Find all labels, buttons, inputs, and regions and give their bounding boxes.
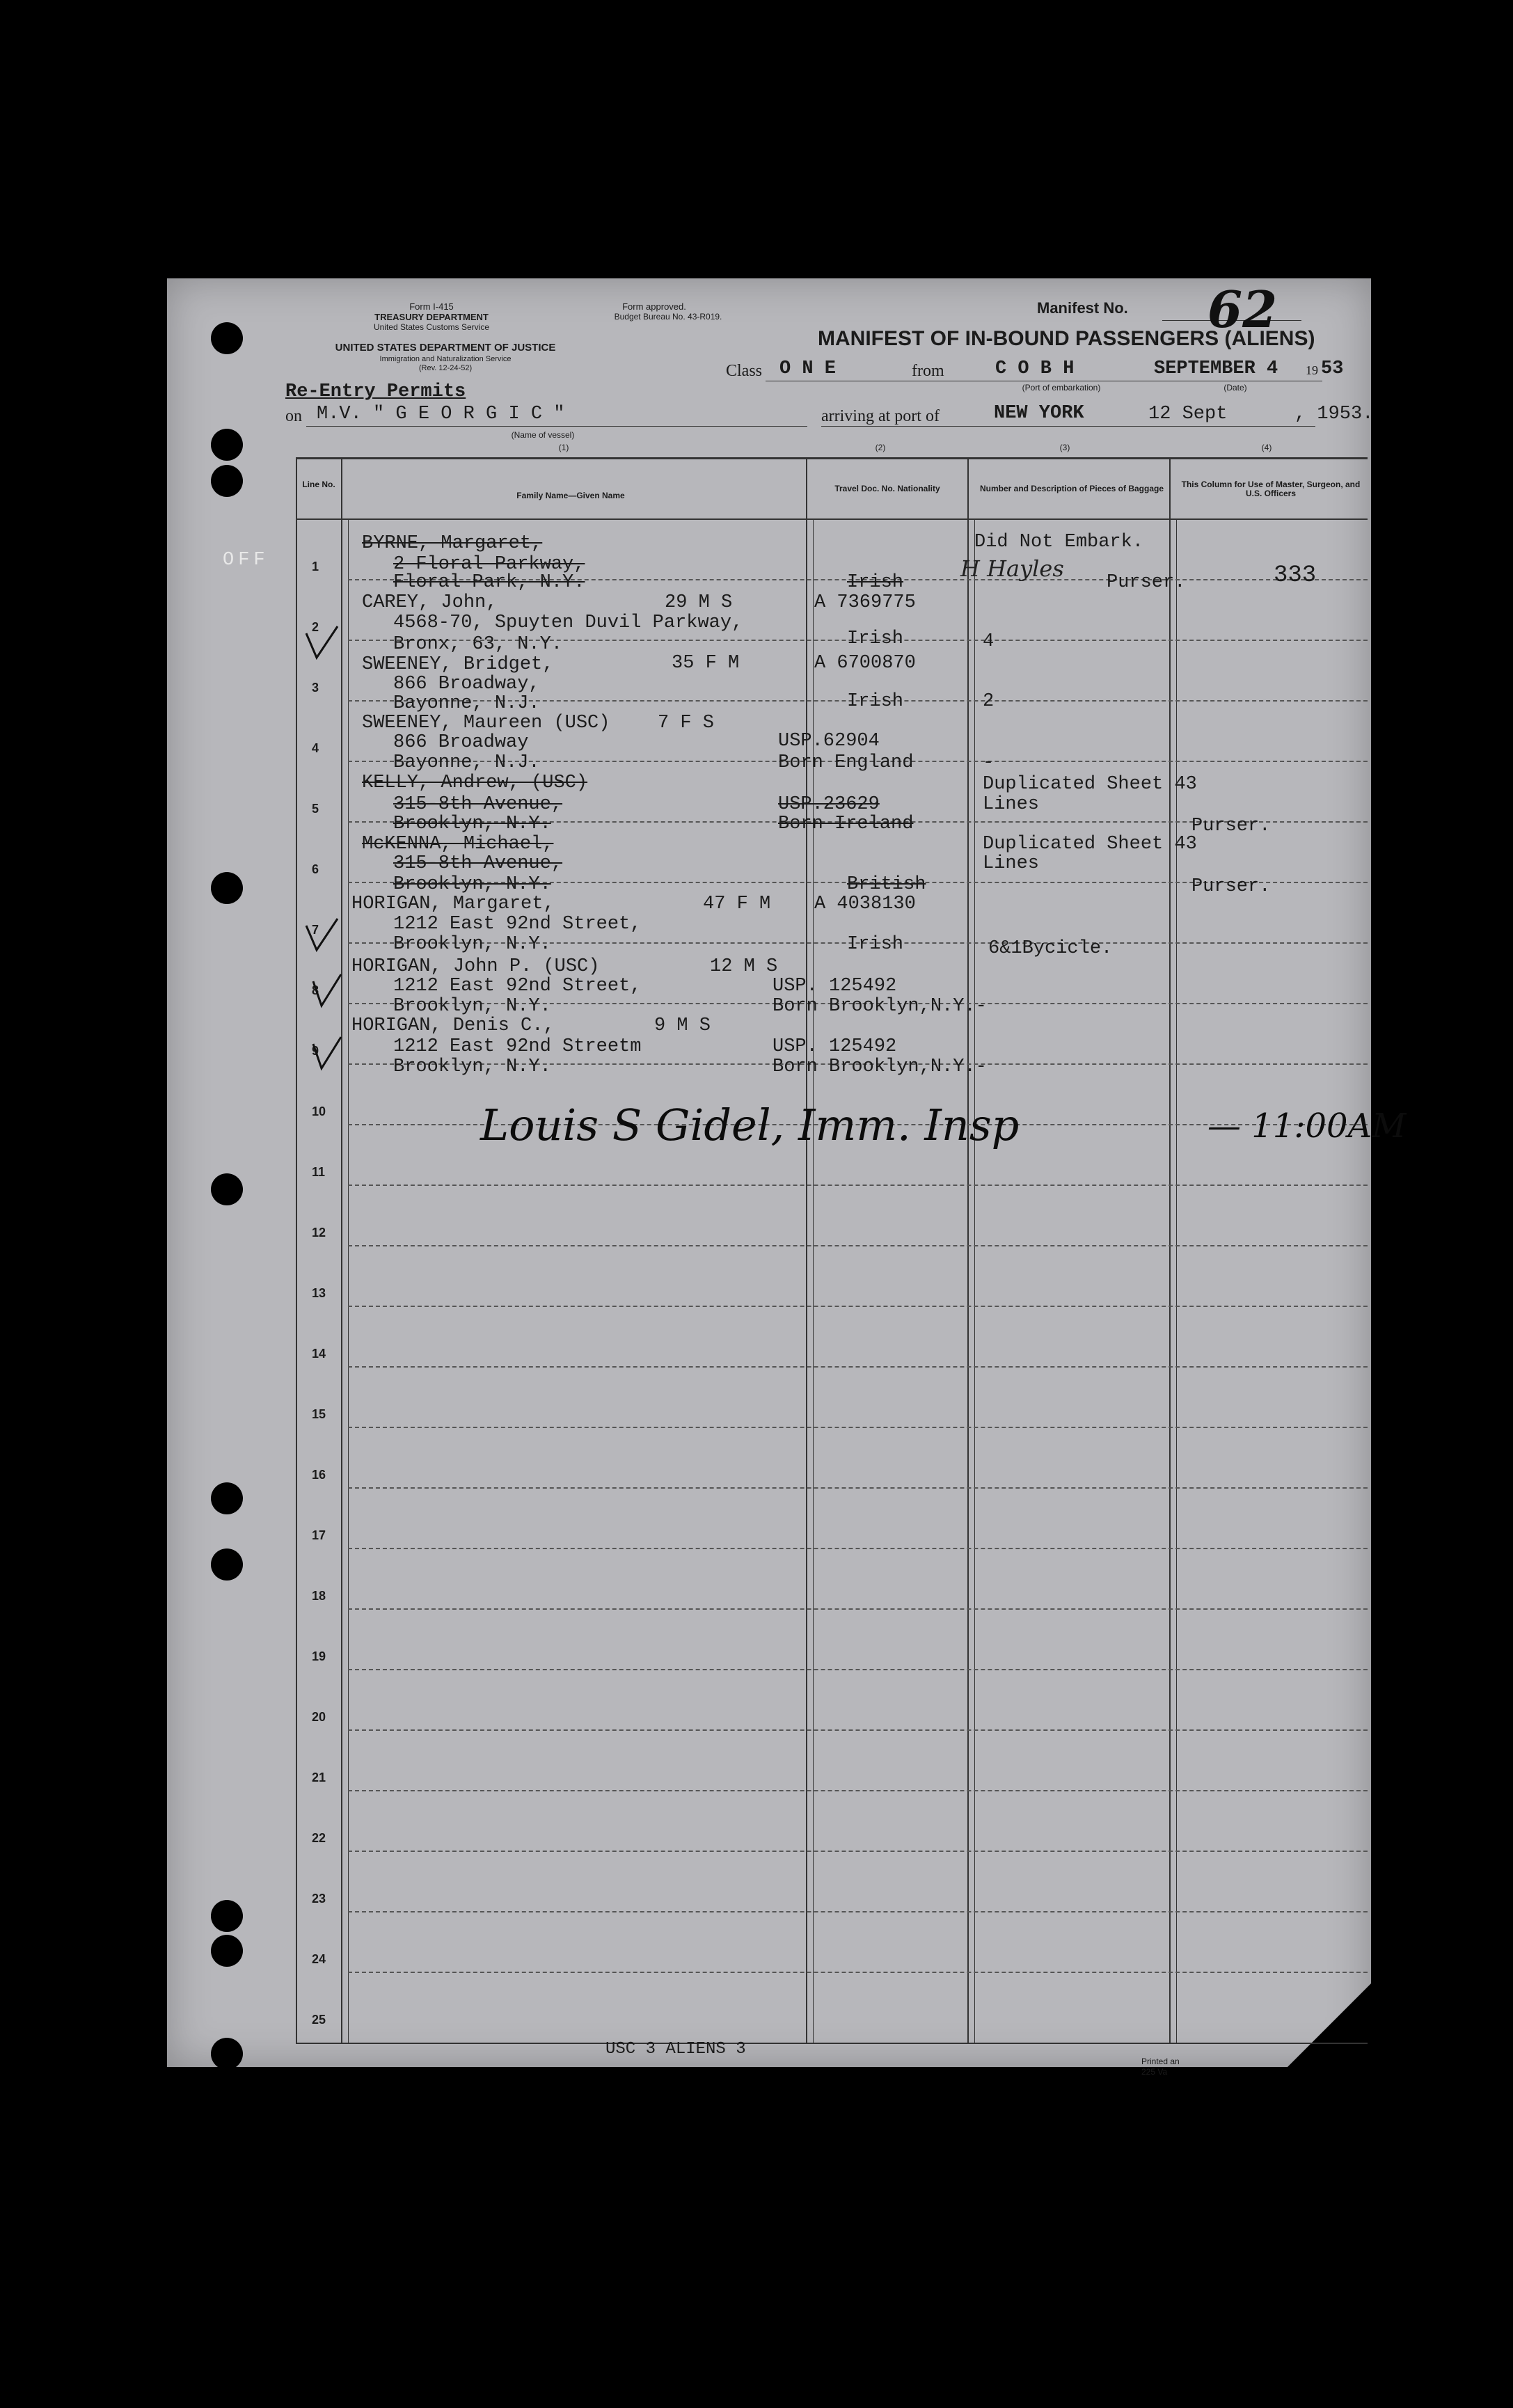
check-mark — [313, 1037, 341, 1068]
entry-purser: Purser. — [1107, 572, 1186, 593]
entry-city: Floral Park, N.Y. — [393, 572, 585, 593]
entry-baggage-note: Did Not Embark. — [974, 532, 1144, 553]
entry-nationality: Born England — [778, 752, 914, 773]
justice-dept: UNITED STATES DEPARTMENT OF JUSTICE — [335, 342, 556, 354]
arrival-year: , 1953. — [1294, 404, 1374, 425]
entry-age-sex: 35 F M — [672, 653, 740, 674]
entry-baggage: - — [983, 752, 995, 773]
line-number: 20 — [312, 1710, 326, 1724]
entry-nationality: Irish — [847, 691, 904, 712]
printer-note: Printed an — [1141, 2057, 1180, 2066]
ins: Immigration and Naturalization Service — [379, 355, 512, 363]
line-number: 9 — [312, 1044, 319, 1058]
vessel-underline — [306, 426, 807, 427]
line-number: 24 — [312, 1952, 326, 1966]
line-number: 18 — [312, 1589, 326, 1603]
budget-bureau: Budget Bureau No. 43-R019. — [614, 312, 722, 322]
from-port: C O B H — [995, 358, 1075, 379]
punch-hole — [211, 1548, 243, 1581]
date-caption: (Date) — [1223, 383, 1247, 393]
table-top-rule — [296, 457, 1368, 459]
entry-nationality: British — [847, 874, 926, 895]
line-number: 6 — [312, 862, 319, 876]
row-rule — [348, 1729, 1368, 1731]
row-rule — [348, 1306, 1368, 1307]
line-number: 13 — [312, 1286, 326, 1300]
year-prefix: 19 — [1306, 363, 1318, 377]
line-number: 12 — [312, 1226, 326, 1239]
entry-city: Brooklyn, N.Y. — [393, 814, 551, 834]
col-baggage: Number and Description of Pieces of Baggage — [979, 484, 1164, 493]
col-divider — [967, 457, 969, 2044]
entry-travel-doc: A 7369775 — [814, 592, 916, 613]
form-approved: Form approved. — [622, 301, 686, 312]
check-mark — [306, 919, 338, 950]
line-number: 2 — [312, 620, 319, 634]
line-number: 5 — [312, 802, 319, 816]
col-officers: This Column for Use of Master, Surgeon, and U.S. Officers — [1181, 480, 1361, 498]
row-rule — [348, 1911, 1368, 1912]
entry-age-sex: 12 M S — [710, 956, 778, 977]
entry-nationality: Born Brooklyn,N.Y.- — [773, 1056, 987, 1077]
check-marks — [299, 619, 355, 1107]
margin-note: OFF — [223, 550, 269, 571]
row-rule — [348, 1851, 1368, 1852]
entry-name: McKENNA, Michael, — [362, 834, 554, 855]
entry-travel-doc: USP. 125492 — [773, 1036, 897, 1057]
entry-name: KELLY, Andrew, (USC) — [362, 773, 588, 793]
line-number: 17 — [312, 1528, 326, 1542]
line-number: 19 — [312, 1649, 326, 1663]
col-num-1: (1) — [558, 443, 569, 452]
manifest-title: MANIFEST OF IN-BOUND PASSENGERS (ALIENS) — [818, 327, 1315, 350]
entry-name: SWEENEY, Maureen (USC) — [362, 713, 610, 734]
entry-name: SWEENEY, Bridget, — [362, 654, 554, 675]
row-rule — [348, 1366, 1368, 1368]
line-number: 16 — [312, 1468, 326, 1482]
purser-initials: H Hayles — [960, 555, 1064, 582]
arrival-underline — [821, 426, 1315, 427]
col-num-4: (4) — [1261, 443, 1272, 452]
entry-nationality: Irish — [847, 572, 904, 593]
vessel-name: M.V. " G E O R G I C " — [317, 404, 565, 425]
departure-year: 53 — [1321, 358, 1344, 379]
class-label: Class — [726, 362, 763, 380]
entry-baggage-note: Lines — [983, 794, 1040, 815]
punch-hole — [211, 322, 243, 354]
entry-baggage: 2 — [983, 691, 995, 712]
punch-hole — [211, 1900, 243, 1932]
line-number: 14 — [312, 1347, 326, 1361]
entry-travel-doc: USP. 125492 — [773, 976, 897, 997]
line-number: 4 — [312, 741, 319, 755]
entry-age-sex: 29 M S — [665, 592, 733, 613]
signature-time: — 11:00AM — [1207, 1107, 1407, 1146]
entry-address: 866 Broadway, — [393, 674, 540, 695]
from-label: from — [912, 362, 944, 380]
departure-date: SEPTEMBER 4 — [1154, 358, 1278, 379]
treasury-dept: TREASURY DEPARTMENT — [374, 312, 489, 322]
entry-age-sex: 7 F S — [658, 713, 715, 734]
col-divider — [1176, 518, 1177, 2044]
entry-address: 4568-70, Spuyten Duvil Parkway, — [393, 612, 743, 633]
line-number: 23 — [312, 1892, 326, 1906]
inspector-signature: Louis S Gidel, Imm. Insp — [480, 1100, 1020, 1150]
row-rule — [348, 1427, 1368, 1428]
punch-hole — [211, 872, 243, 904]
form-number: Form I-415 — [409, 301, 454, 312]
entry-name: CAREY, John, — [362, 592, 498, 613]
entry-travel-doc: A 6700870 — [814, 653, 916, 674]
entry-baggage: 6&1Bycicle. — [988, 938, 1113, 959]
punch-hole — [211, 1935, 243, 1967]
entry-address: 866 Broadway — [393, 732, 529, 753]
line-number: 21 — [312, 1771, 326, 1784]
entry-baggage: 4 — [983, 631, 995, 652]
footer-summary: USC 3 ALIENS 3 — [605, 2040, 746, 2059]
entry-name: HORIGAN, John P. (USC) — [351, 956, 600, 977]
entry-age-sex: 9 M S — [654, 1015, 711, 1036]
arrival-date: 12 Sept — [1148, 404, 1228, 425]
entry-baggage-note: Duplicated Sheet 43 — [983, 774, 1197, 795]
punch-hole — [211, 1482, 243, 1514]
entry-nationality: Irish — [847, 628, 904, 649]
port-caption: (Port of embarkation) — [1022, 383, 1101, 393]
punch-hole — [211, 2038, 243, 2070]
entry-name: BYRNE, Margaret, — [362, 533, 543, 554]
permit-title: Re-Entry Permits — [285, 381, 466, 402]
printer-note-2: 225 Va — [1141, 2067, 1168, 2077]
row-rule — [348, 1608, 1368, 1610]
class-value: O N E — [779, 358, 837, 379]
entry-purser: Purser. — [1191, 816, 1271, 837]
entry-city: Brooklyn, N.Y. — [393, 874, 551, 895]
entry-city: Brooklyn, N.Y. — [393, 934, 551, 955]
col-divider — [974, 518, 975, 2044]
punch-hole — [211, 429, 243, 461]
arriving-label: arriving at port of — [821, 407, 940, 425]
entry-city: Brooklyn, N.Y. — [393, 996, 551, 1017]
entry-baggage-note: Duplicated Sheet 43 — [983, 834, 1197, 855]
row-rule — [348, 1972, 1368, 1973]
entry-city: Brooklyn, N.Y. — [393, 1056, 551, 1077]
entry-address: 1212 East 92nd Street, — [393, 976, 642, 997]
customs-service: United States Customs Service — [373, 322, 490, 332]
arrival-port: NEW YORK — [994, 403, 1084, 424]
col-divider — [806, 457, 807, 2044]
entry-officer-number: 333 — [1274, 562, 1317, 589]
line-number: 3 — [312, 681, 319, 695]
line-number: 25 — [312, 2013, 326, 2027]
entry-address: 2 Floral Parkway, — [393, 554, 585, 575]
col-name: Family Name—Given Name — [516, 491, 625, 500]
entry-city: Bayonne, N.J. — [393, 752, 540, 773]
entry-address: 1212 East 92nd Street, — [393, 914, 642, 935]
entry-baggage-note: Lines — [983, 853, 1040, 874]
line-number: 7 — [312, 923, 319, 937]
entry-nationality: Born Brooklyn,N.Y.- — [773, 996, 987, 1017]
line-number: 22 — [312, 1831, 326, 1845]
line-number: 15 — [312, 1407, 326, 1421]
entry-age-sex: 47 F M — [703, 894, 771, 914]
entry-address: 1212 East 92nd Streetm — [393, 1036, 642, 1057]
entry-city: Bronx, 63, N.Y. — [393, 634, 563, 655]
row-rule — [348, 1185, 1368, 1186]
entry-address: 315-8th Avenue, — [393, 853, 563, 874]
entry-travel-doc: A 4038130 — [814, 894, 916, 914]
check-mark — [313, 974, 341, 1006]
col-travel: Travel Doc. No. Nationality — [834, 484, 940, 493]
entry-city: Bayonne, N.J. — [393, 693, 540, 714]
row-rule — [348, 1669, 1368, 1670]
row-rule — [348, 1790, 1368, 1791]
manifest-no-label: Manifest No. — [1037, 299, 1128, 317]
check-mark — [306, 626, 338, 658]
manifest-number-value: 62 — [1207, 280, 1278, 339]
entry-nationality: Irish — [847, 934, 904, 955]
col-num-2: (2) — [875, 443, 886, 452]
entry-travel-doc: USP.62904 — [778, 731, 880, 752]
line-number: 11 — [312, 1165, 326, 1179]
entry-purser: Purser. — [1191, 876, 1271, 897]
entry-name: HORIGAN, Denis C., — [351, 1015, 555, 1036]
table-bottom-rule — [296, 2043, 1368, 2044]
entry-travel-doc: USP.23629 — [778, 794, 880, 815]
vessel-caption: (Name of vessel) — [511, 430, 575, 440]
form-rev: (Rev. 12-24-52) — [418, 364, 473, 372]
col-divider — [296, 457, 297, 2044]
table-header-rule — [296, 518, 1368, 520]
entry-address: 315-8th Avenue, — [393, 794, 563, 815]
torn-corner — [1288, 1983, 1371, 2067]
line-number: 10 — [312, 1104, 326, 1118]
row-rule — [348, 1245, 1368, 1246]
entry-nationality: Born Ireland — [778, 814, 914, 834]
col-line-no: Line No. — [302, 480, 335, 489]
on-label: on — [285, 407, 302, 425]
line-number: 1 — [312, 560, 319, 573]
punch-hole — [211, 1173, 243, 1205]
col-num-3: (3) — [1059, 443, 1070, 452]
line-number: 8 — [312, 983, 319, 997]
row-rule — [348, 1487, 1368, 1489]
entry-name: HORIGAN, Margaret, — [351, 894, 555, 914]
punch-hole — [211, 465, 243, 497]
row-rule — [348, 1548, 1368, 1549]
col-divider — [1169, 457, 1171, 2044]
